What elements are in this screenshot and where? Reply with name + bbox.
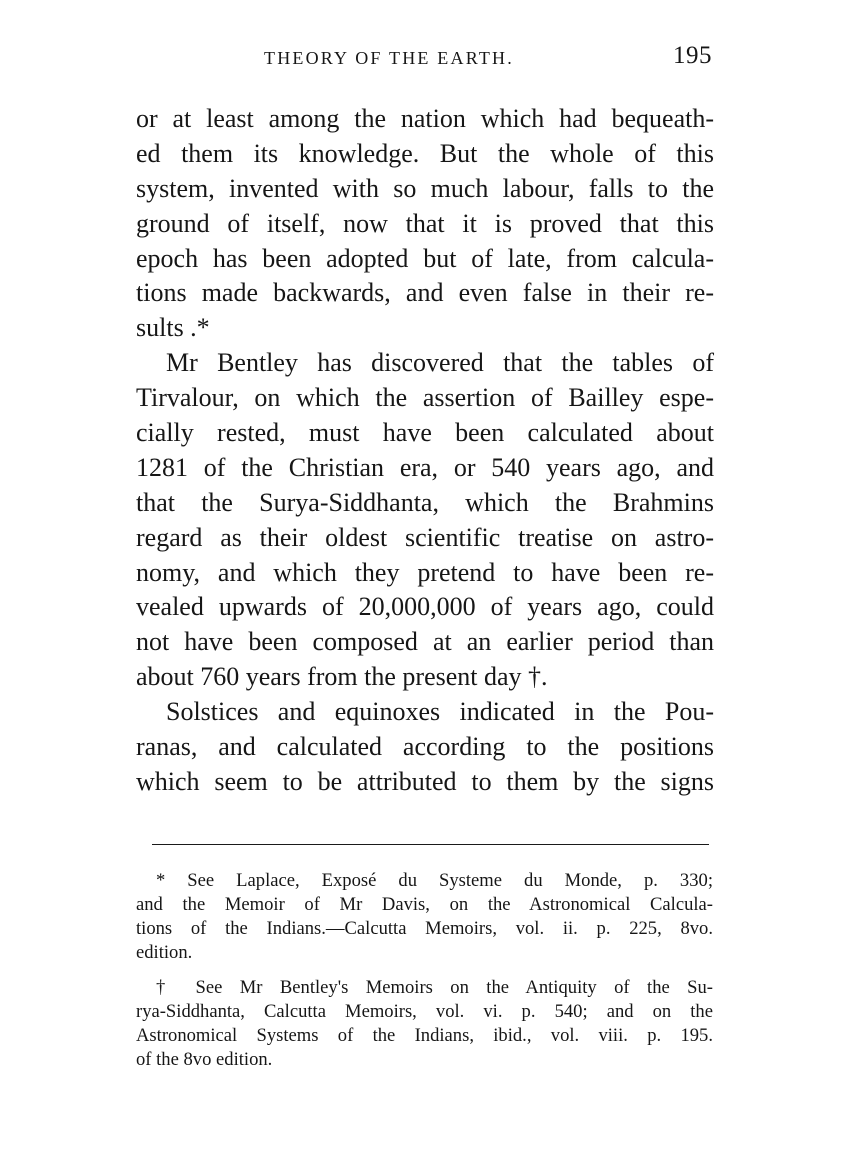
footnote-dagger bbox=[136, 976, 713, 1072]
footnote-line: † See Mr Bentley's Memoirs on the Antiquity of the Su- bbox=[156, 977, 713, 998]
footnote-line: edition. bbox=[136, 942, 193, 963]
text-line: tions made backwards, and even false in their re- bbox=[136, 278, 714, 308]
text-line: not have been composed at an earlier period than bbox=[136, 627, 714, 657]
text-line: Tirvalour, on which the assertion of Bailley espe- bbox=[136, 383, 714, 413]
footnote-line: and the Memoir of Mr Davis, on the Astronomical Calcula- bbox=[136, 894, 713, 915]
text-line: sults .* bbox=[136, 313, 210, 343]
text-line: Mr Bentley has discovered that the tables of bbox=[166, 348, 714, 378]
running-title: THEORY OF THE EARTH. bbox=[264, 48, 514, 68]
paragraph-3 bbox=[136, 695, 714, 800]
text-line: or at least among the nation which had bequeath- bbox=[136, 104, 714, 133]
text-line: Solstices and equinoxes indicated in the Pou- bbox=[166, 697, 714, 727]
footnote-gap bbox=[136, 965, 713, 976]
footnote-line: of the 8vo edition. bbox=[136, 1049, 273, 1070]
text-line: ground of itself, now that it is proved that this bbox=[136, 208, 714, 238]
text-line: epoch has been adopted but of late, from calcula- bbox=[136, 243, 714, 273]
footnote-rule bbox=[152, 844, 709, 845]
text-line: ranas, and calculated according to the positions bbox=[136, 732, 714, 762]
paragraph-1 bbox=[136, 102, 714, 346]
text-line: ed them its knowledge. But the whole of this bbox=[136, 138, 714, 168]
text-line: which seem to be attributed to them by the signs bbox=[136, 766, 714, 796]
footnotes bbox=[136, 869, 713, 1072]
text-line: cially rested, must have been calculated about bbox=[136, 418, 714, 448]
text-line: system, invented with so much labour, falls to the bbox=[136, 173, 714, 203]
text-line: about 760 years from the present day †. bbox=[136, 662, 548, 692]
text-line: that the Surya-Siddhanta, which the Brahmins bbox=[136, 487, 714, 517]
text-line: regard as their oldest scientific treatise on astro- bbox=[136, 522, 714, 552]
paragraph-2 bbox=[136, 346, 714, 695]
footnote-line: rya-Siddhanta, Calcutta Memoirs, vol. vi. p. 540; and on the bbox=[136, 1001, 713, 1022]
footnote-line: tions of the Indians.—Calcutta Memoirs, vol. ii. p. 225, 8vo. bbox=[136, 918, 713, 939]
footnote-line: Astronomical Systems of the Indians, ibid., vol. viii. p. 195. bbox=[136, 1025, 713, 1046]
running-head bbox=[136, 42, 716, 76]
text-line: vealed upwards of 20,000,000 of years ago, could bbox=[136, 592, 714, 622]
footnote-line: * See Laplace, Exposé du Systeme du Monde, p. 330; bbox=[156, 870, 713, 891]
text-line: 1281 of the Christian era, or 540 years ago, and bbox=[136, 452, 714, 482]
page-number: 195 bbox=[673, 42, 712, 69]
footnote-asterisk bbox=[136, 869, 713, 965]
body-text bbox=[136, 102, 714, 800]
text-line: nomy, and which they pretend to have been re- bbox=[136, 557, 714, 587]
